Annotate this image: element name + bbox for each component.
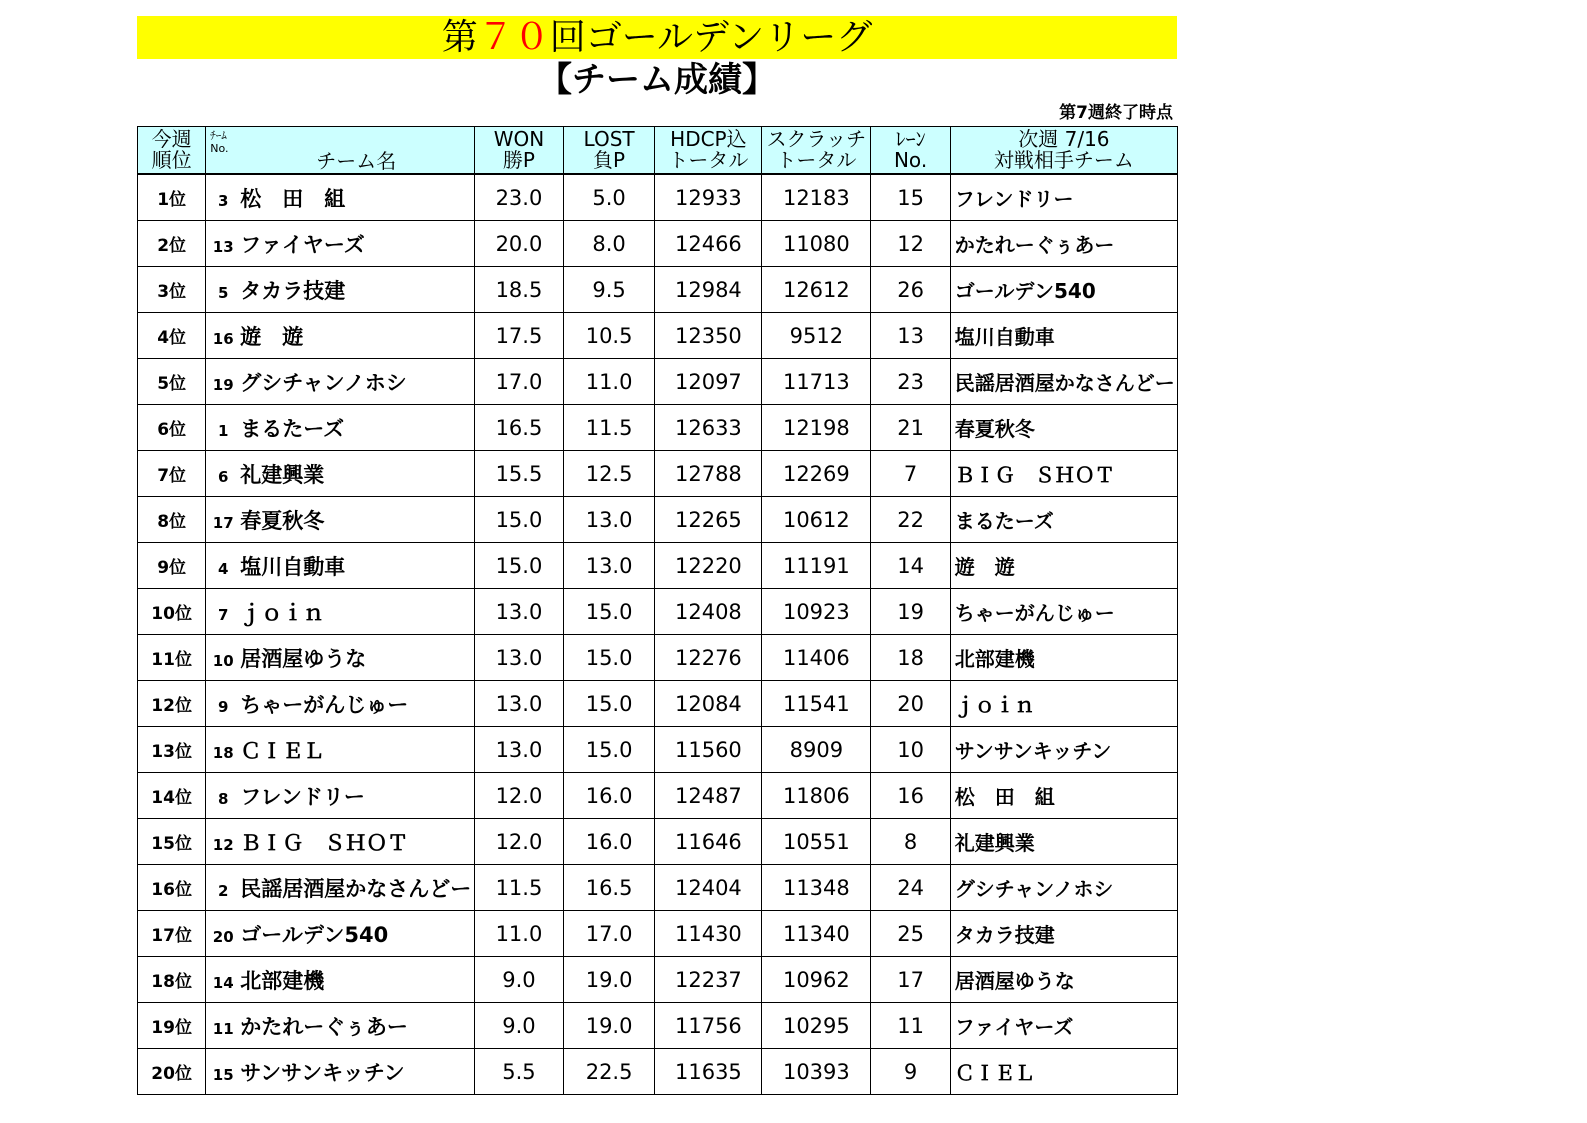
team-name: タカラ技建: [240, 278, 346, 303]
table-row: [138, 911, 1178, 957]
table-row: [138, 865, 1178, 911]
hdcp-cell: 12237: [655, 957, 762, 1003]
won-cell: 11.0: [475, 911, 564, 957]
table-row: [138, 1003, 1178, 1049]
won-cell: 9.0: [475, 1003, 564, 1049]
opponent-cell: タカラ技建: [950, 911, 1177, 957]
rank-cell: 7位: [138, 451, 206, 497]
team-name: 民謡居酒屋かなさんどー: [240, 876, 472, 901]
team-number: 13: [212, 237, 234, 256]
hdcp-cell: 12408: [655, 589, 762, 635]
table-row: [138, 635, 1178, 681]
won-cell: 15.0: [475, 497, 564, 543]
rank-cell: 13位: [138, 727, 206, 773]
rank-cell: 6位: [138, 405, 206, 451]
lane-cell: 21: [871, 405, 950, 451]
title-prefix: 第: [441, 17, 478, 58]
col-team-name: チーム名: [316, 149, 397, 173]
won-cell: 20.0: [475, 221, 564, 267]
opponent-cell: ちゃーがんじゅー: [950, 589, 1177, 635]
opponent-cell: ｊｏｉｎ: [950, 681, 1177, 727]
team-number: 10: [212, 651, 234, 670]
scratch-cell: 8909: [762, 727, 871, 773]
rank-cell: 15位: [138, 819, 206, 865]
lane-cell: 9: [871, 1049, 950, 1095]
team-cell: [206, 221, 475, 267]
hdcp-cell: 11646: [655, 819, 762, 865]
scratch-cell: 11713: [762, 359, 871, 405]
team-number: 14: [212, 973, 234, 992]
hdcp-cell: 12933: [655, 174, 762, 221]
table-row: [138, 359, 1178, 405]
lane-cell: 19: [871, 589, 950, 635]
team-number: 19: [212, 375, 234, 394]
team-name: 北部建機: [240, 968, 325, 993]
won-cell: 12.0: [475, 773, 564, 819]
table-row: [138, 543, 1178, 589]
rank-cell: 14位: [138, 773, 206, 819]
team-name: ゴールデン540: [240, 922, 389, 947]
table-row: [138, 451, 1178, 497]
team-name: まるたーズ: [240, 416, 345, 441]
hdcp-cell: 11430: [655, 911, 762, 957]
lost-cell: 11.5: [563, 405, 655, 451]
rank-cell: 20位: [138, 1049, 206, 1095]
team-cell: [206, 543, 475, 589]
team-number: 18: [212, 743, 234, 762]
hdcp-cell: 12487: [655, 773, 762, 819]
team-name: 塩川自動車: [240, 554, 346, 579]
won-cell: 13.0: [475, 635, 564, 681]
won-cell: 16.5: [475, 405, 564, 451]
lost-cell: 13.0: [563, 497, 655, 543]
team-cell: [206, 957, 475, 1003]
lane-cell: 23: [871, 359, 950, 405]
team-cell: [206, 589, 475, 635]
won-cell: 15.0: [475, 543, 564, 589]
lane-cell: 12: [871, 221, 950, 267]
won-cell: 12.0: [475, 819, 564, 865]
won-cell: 17.5: [475, 313, 564, 359]
lost-cell: 16.0: [563, 773, 655, 819]
lane-cell: 22: [871, 497, 950, 543]
table-row: [138, 1049, 1178, 1095]
table-row: [138, 727, 1178, 773]
lost-cell: 19.0: [563, 1003, 655, 1049]
won-cell: 5.5: [475, 1049, 564, 1095]
lane-cell: 8: [871, 819, 950, 865]
team-cell: [206, 819, 475, 865]
team-cell: [206, 359, 475, 405]
team-name: ｊｏｉｎ: [240, 600, 325, 625]
rank-cell: 8位: [138, 497, 206, 543]
table-row: [138, 313, 1178, 359]
team-number: 8: [218, 789, 229, 808]
team-name: 礼建興業: [240, 462, 325, 487]
opponent-cell: まるたーズ: [950, 497, 1177, 543]
rank-cell: 16位: [138, 865, 206, 911]
col-scratch: スクラッチ トータル: [762, 127, 871, 175]
opponent-cell: 遊 遊: [950, 543, 1177, 589]
hdcp-cell: 11756: [655, 1003, 762, 1049]
status-label: 第7週終了時点: [1059, 103, 1173, 123]
won-cell: 23.0: [475, 174, 564, 221]
team-cell: [206, 451, 475, 497]
team-number: 6: [218, 467, 229, 486]
table-row: [138, 497, 1178, 543]
scratch-cell: 10923: [762, 589, 871, 635]
lane-cell: 20: [871, 681, 950, 727]
scratch-cell: 11806: [762, 773, 871, 819]
team-name: サンサンキッチン: [240, 1060, 405, 1085]
standings-table: [137, 126, 1178, 1095]
hdcp-cell: 12084: [655, 681, 762, 727]
col-lane: ﾚｰﾝ No.: [871, 127, 950, 175]
opponent-cell: 居酒屋ゆうな: [950, 957, 1177, 1003]
team-name: グシチャンノホシ: [240, 370, 407, 395]
lost-cell: 15.0: [563, 635, 655, 681]
lane-cell: 24: [871, 865, 950, 911]
rank-cell: 5位: [138, 359, 206, 405]
hdcp-cell: 12097: [655, 359, 762, 405]
lost-cell: 19.0: [563, 957, 655, 1003]
lane-cell: 18: [871, 635, 950, 681]
table-row: [138, 221, 1178, 267]
lost-cell: 15.0: [563, 727, 655, 773]
lost-cell: 12.5: [563, 451, 655, 497]
table-row: [138, 267, 1178, 313]
won-cell: 13.0: [475, 681, 564, 727]
lost-cell: 17.0: [563, 911, 655, 957]
lost-cell: 8.0: [563, 221, 655, 267]
scratch-cell: 12612: [762, 267, 871, 313]
lane-cell: 11: [871, 1003, 950, 1049]
lost-cell: 13.0: [563, 543, 655, 589]
scratch-cell: 11406: [762, 635, 871, 681]
lost-cell: 22.5: [563, 1049, 655, 1095]
opponent-cell: サンサンキッチン: [950, 727, 1177, 773]
team-number: 7: [218, 605, 229, 624]
hdcp-cell: 12404: [655, 865, 762, 911]
rank-cell: 18位: [138, 957, 206, 1003]
opponent-cell: 北部建機: [950, 635, 1177, 681]
lane-cell: 25: [871, 911, 950, 957]
page-subtitle: 【チーム成績】: [538, 60, 776, 100]
team-name: ファイヤーズ: [240, 232, 365, 257]
hdcp-cell: 12350: [655, 313, 762, 359]
rank-cell: 1位: [138, 174, 206, 221]
scratch-cell: 12198: [762, 405, 871, 451]
team-name: ちゃーがんじゅー: [240, 692, 409, 717]
opponent-cell: ファイヤーズ: [950, 1003, 1177, 1049]
won-cell: 13.0: [475, 589, 564, 635]
table-row: [138, 681, 1178, 727]
hdcp-cell: 11560: [655, 727, 762, 773]
standings-body: [138, 174, 1178, 1095]
scratch-cell: 10295: [762, 1003, 871, 1049]
lost-cell: 10.5: [563, 313, 655, 359]
team-number: 5: [218, 283, 229, 302]
col-next: 次週 7/16 対戦相手チーム: [950, 127, 1177, 175]
opponent-cell: 松 田 組: [950, 773, 1177, 819]
team-cell: [206, 1003, 475, 1049]
hdcp-cell: 12466: [655, 221, 762, 267]
team-number: 15: [212, 1065, 234, 1084]
scratch-cell: 12269: [762, 451, 871, 497]
opponent-cell: 民謡居酒屋かなさんどー: [950, 359, 1177, 405]
lane-cell: 14: [871, 543, 950, 589]
lane-cell: 7: [871, 451, 950, 497]
header-row: [138, 127, 1178, 175]
won-cell: 18.5: [475, 267, 564, 313]
won-cell: 9.0: [475, 957, 564, 1003]
team-cell: [206, 405, 475, 451]
team-number: 1: [218, 421, 229, 440]
league-title: [137, 16, 1177, 59]
col-won: WON 勝P: [475, 127, 564, 175]
table-row: [138, 405, 1178, 451]
col-lost: LOST 負P: [563, 127, 655, 175]
title-suffix: 回ゴールデンリーグ: [549, 17, 873, 58]
rank-cell: 3位: [138, 267, 206, 313]
col-hdcp: HDCP込 トータル: [655, 127, 762, 175]
team-name: かたれーぐぅあー: [240, 1014, 408, 1039]
lane-cell: 15: [871, 174, 950, 221]
hdcp-cell: 12633: [655, 405, 762, 451]
team-number: 12: [212, 835, 234, 854]
table-row: [138, 174, 1178, 221]
opponent-cell: ＣＩＥＬ: [950, 1049, 1177, 1095]
rank-cell: 19位: [138, 1003, 206, 1049]
hdcp-cell: 12984: [655, 267, 762, 313]
rank-cell: 17位: [138, 911, 206, 957]
col-team: [206, 127, 475, 175]
lost-cell: 5.0: [563, 174, 655, 221]
team-number: 3: [218, 191, 229, 210]
team-number: 17: [212, 513, 234, 532]
scratch-cell: 10962: [762, 957, 871, 1003]
lost-cell: 11.0: [563, 359, 655, 405]
scratch-cell: 10612: [762, 497, 871, 543]
col-team-no: ﾁｰﾑ No.: [210, 129, 229, 155]
team-cell: [206, 313, 475, 359]
team-name: 遊 遊: [240, 324, 304, 349]
lane-cell: 26: [871, 267, 950, 313]
table-row: [138, 589, 1178, 635]
scratch-cell: 11348: [762, 865, 871, 911]
rank-cell: 10位: [138, 589, 206, 635]
scratch-cell: 10551: [762, 819, 871, 865]
team-cell: [206, 497, 475, 543]
lost-cell: 15.0: [563, 589, 655, 635]
scratch-cell: 12183: [762, 174, 871, 221]
lost-cell: 15.0: [563, 681, 655, 727]
table-row: [138, 957, 1178, 1003]
table-row: [138, 773, 1178, 819]
hdcp-cell: 12265: [655, 497, 762, 543]
opponent-cell: ＢＩＧ ＳＨＯＴ: [950, 451, 1177, 497]
won-cell: 15.5: [475, 451, 564, 497]
table-row: [138, 819, 1178, 865]
lost-cell: 16.5: [563, 865, 655, 911]
hdcp-cell: 12788: [655, 451, 762, 497]
team-cell: [206, 911, 475, 957]
team-cell: [206, 267, 475, 313]
team-name: フレンドリー: [240, 784, 365, 809]
team-number: 9: [218, 697, 229, 716]
lost-cell: 16.0: [563, 819, 655, 865]
team-cell: [206, 174, 475, 221]
lost-cell: 9.5: [563, 267, 655, 313]
rank-cell: 12位: [138, 681, 206, 727]
opponent-cell: グシチャンノホシ: [950, 865, 1177, 911]
won-cell: 17.0: [475, 359, 564, 405]
rank-cell: 11位: [138, 635, 206, 681]
team-name: 居酒屋ゆうな: [240, 646, 367, 671]
opponent-cell: かたれーぐぅあー: [950, 221, 1177, 267]
team-name: 松 田 組: [240, 186, 346, 211]
rank-cell: 2位: [138, 221, 206, 267]
lane-cell: 13: [871, 313, 950, 359]
scratch-cell: 9512: [762, 313, 871, 359]
scratch-cell: 11541: [762, 681, 871, 727]
team-number: 2: [218, 881, 229, 900]
team-number: 4: [218, 559, 229, 578]
lane-cell: 16: [871, 773, 950, 819]
team-cell: [206, 1049, 475, 1095]
opponent-cell: 春夏秋冬: [950, 405, 1177, 451]
team-cell: [206, 681, 475, 727]
lane-cell: 17: [871, 957, 950, 1003]
scratch-cell: 11080: [762, 221, 871, 267]
opponent-cell: 礼建興業: [950, 819, 1177, 865]
team-cell: [206, 865, 475, 911]
hdcp-cell: 12276: [655, 635, 762, 681]
scratch-cell: 11191: [762, 543, 871, 589]
hdcp-cell: 12220: [655, 543, 762, 589]
team-cell: [206, 773, 475, 819]
rank-cell: 9位: [138, 543, 206, 589]
team-name: ＢＩＧ ＳＨＯＴ: [240, 830, 409, 855]
team-number: 20: [212, 927, 234, 946]
team-cell: [206, 727, 475, 773]
won-cell: 11.5: [475, 865, 564, 911]
scratch-cell: 11340: [762, 911, 871, 957]
col-rank: 今週 順位: [138, 127, 206, 175]
rank-cell: 4位: [138, 313, 206, 359]
lane-cell: 10: [871, 727, 950, 773]
team-name: 春夏秋冬: [240, 508, 325, 533]
title-number: ７０: [477, 17, 550, 58]
team-cell: [206, 635, 475, 681]
scratch-cell: 10393: [762, 1049, 871, 1095]
opponent-cell: ゴールデン540: [950, 267, 1177, 313]
won-cell: 13.0: [475, 727, 564, 773]
team-name: ＣＩＥＬ: [240, 738, 325, 763]
team-number: 16: [212, 329, 234, 348]
opponent-cell: 塩川自動車: [950, 313, 1177, 359]
opponent-cell: フレンドリー: [950, 174, 1177, 221]
team-number: 11: [212, 1019, 234, 1038]
hdcp-cell: 11635: [655, 1049, 762, 1095]
